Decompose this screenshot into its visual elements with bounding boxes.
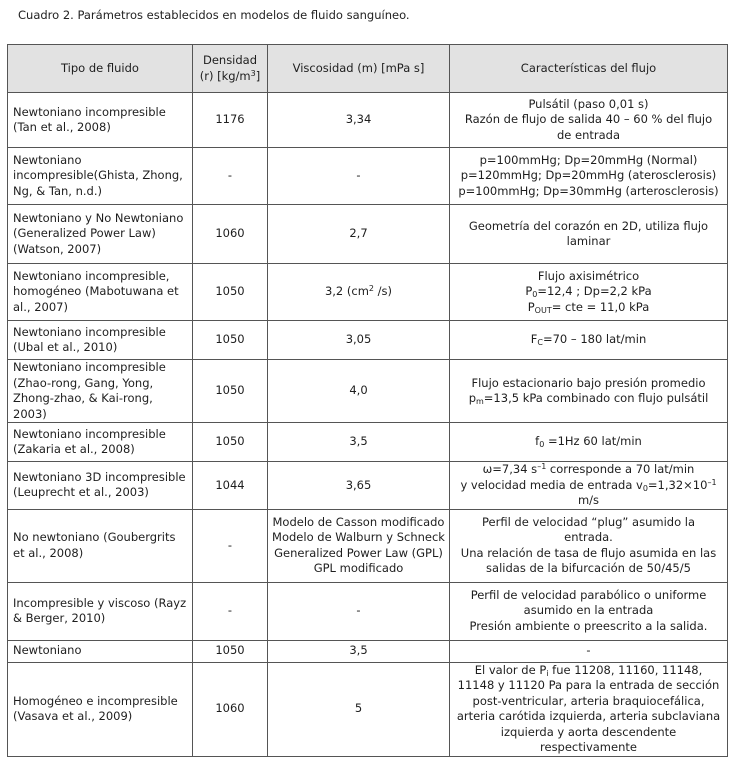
cell-caracteristicas: $f_0 =1Hz$ 60 lat/min [450, 423, 728, 462]
cell-densidad: 1176 [193, 93, 268, 148]
cell-viscosidad: - [268, 582, 450, 640]
cell-tipo: Newtoniano [8, 640, 193, 662]
table-caption: Cuadro 2. Parámetros establecidos en modelos de fluido sanguíneo. [18, 8, 410, 22]
header-viscosidad: Viscosidad (m) [mPa s] [268, 45, 450, 93]
cell-caracteristicas: - [450, 640, 728, 662]
header-tipo: Tipo de fluido [8, 45, 193, 93]
table-row [8, 462, 728, 510]
cell-caracteristicas: Geometría del corazón en 2D, utiliza flujo laminar [450, 205, 728, 264]
table-row [8, 360, 728, 423]
cell-tipo: Newtoniano incompresible (Tan et al., 2008) [8, 93, 193, 148]
cell-caracteristicas: Flujo estacionario bajo presión promedio $p_m=13,5$ kPa combinado con flujo pulsátil [450, 360, 728, 423]
cell-densidad: - [193, 582, 268, 640]
cell-caracteristicas: Perfil de velocidad “plug” asumido la entrada. Una relación de tasa de flujo asumida en las salidas de la bifurcación de 50/45/5 [450, 509, 728, 582]
cell-caracteristicas: ω=7,34 $s^{-1}$ corresponde a 70 lat/min y velocidad media de entrada $v_0=1,32\times 10^{-1}$ m/s [450, 462, 728, 510]
cell-viscosidad: - [268, 148, 450, 205]
cell-viscosidad: 3,2 ($cm^2$ /s) [268, 264, 450, 321]
cell-viscosidad: Modelo de Casson modificado Modelo de Walburn y Schneck Generalized Power Law (GPL) GPL modificado [268, 509, 450, 582]
cell-viscosidad: 3,65 [268, 462, 450, 510]
fluid-parameters-table [7, 44, 728, 757]
cell-densidad: 1050 [193, 264, 268, 321]
cell-viscosidad: 3,5 [268, 423, 450, 462]
table-row [8, 148, 728, 205]
cell-densidad: 1044 [193, 462, 268, 510]
table-row [8, 423, 728, 462]
cell-densidad: 1050 [193, 321, 268, 360]
table-row [8, 93, 728, 148]
table-row [8, 640, 728, 662]
cell-densidad: 1050 [193, 640, 268, 662]
table-header-row [8, 45, 728, 93]
header-caracteristicas: Características del flujo [450, 45, 728, 93]
cell-caracteristicas: Pulsátil (paso 0,01 s) Razón de flujo de salida 40 – 60 % del flujo de entrada [450, 93, 728, 148]
cell-viscosidad: 3,34 [268, 93, 450, 148]
table-row [8, 264, 728, 321]
cell-viscosidad: 2,7 [268, 205, 450, 264]
table-row [8, 205, 728, 264]
cell-caracteristicas: p=100mmHg; Dp=20mmHg (Normal) p=120mmHg; Dp=20mmHg (aterosclerosis) p=100mmHg; Dp=30mmHg (arterosclerosis) [450, 148, 728, 205]
cell-densidad: 1050 [193, 360, 268, 423]
cell-densidad: - [193, 509, 268, 582]
table-row [8, 582, 728, 640]
cell-tipo: Newtoniano incompresible (Ubal et al., 2010) [8, 321, 193, 360]
cell-tipo: Newtoniano incompresible, homogéneo (Mabotuwana et al., 2007) [8, 264, 193, 321]
table-row [8, 509, 728, 582]
cell-densidad: 1060 [193, 662, 268, 756]
cell-viscosidad: 5 [268, 662, 450, 756]
cell-tipo: Homogéneo e incompresible (Vasava et al., 2009) [8, 662, 193, 756]
cell-tipo: Newtoniano incompresible (Zakaria et al., 2008) [8, 423, 193, 462]
cell-tipo: Newtoniano 3D incompresible (Leuprecht et al., 2003) [8, 462, 193, 510]
cell-caracteristicas: Flujo axisimétrico $P_0=12,4$ ; Dp=2,2 kPa $P_{OUT}=$ cte = 11,0 kPa [450, 264, 728, 321]
cell-viscosidad: 3,05 [268, 321, 450, 360]
cell-caracteristicas: Perfil de velocidad parabólico o uniforme asumido en la entrada Presión ambiente o preescrito a la salida. [450, 582, 728, 640]
cell-tipo: Newtoniano y No Newtoniano (Generalized Power Law) (Watson, 2007) [8, 205, 193, 264]
cell-densidad: 1060 [193, 205, 268, 264]
cell-viscosidad: 4,0 [268, 360, 450, 423]
cell-densidad: 1050 [193, 423, 268, 462]
cell-caracteristicas: El valor de $P_i$ fue 11208, 11160, 11148, 11148 y 11120 Pa para la entrada de sección post-ventricular, arteria braquiocefálica, arteria carótida izquierda, arteria subclaviana izquierda y aorta descendente respectivamente [450, 662, 728, 756]
table-row [8, 662, 728, 756]
cell-tipo: Incompresible y viscoso (Rayz & Berger, 2010) [8, 582, 193, 640]
header-densidad: Densidad (r) $[kg/m^3]$ [193, 45, 268, 93]
cell-densidad: - [193, 148, 268, 205]
table-row [8, 321, 728, 360]
cell-tipo: Newtoniano incompresible(Ghista, Zhong, Ng, & Tan, n.d.) [8, 148, 193, 205]
cell-caracteristicas: $F_C=70 - 180$ lat/min [450, 321, 728, 360]
cell-tipo: No newtoniano (Goubergrits et al., 2008) [8, 509, 193, 582]
cell-viscosidad: 3,5 [268, 640, 450, 662]
cell-tipo: Newtoniano incompresible (Zhao-rong, Gang, Yong, Zhong-zhao, & Kai-rong, 2003) [8, 360, 193, 423]
